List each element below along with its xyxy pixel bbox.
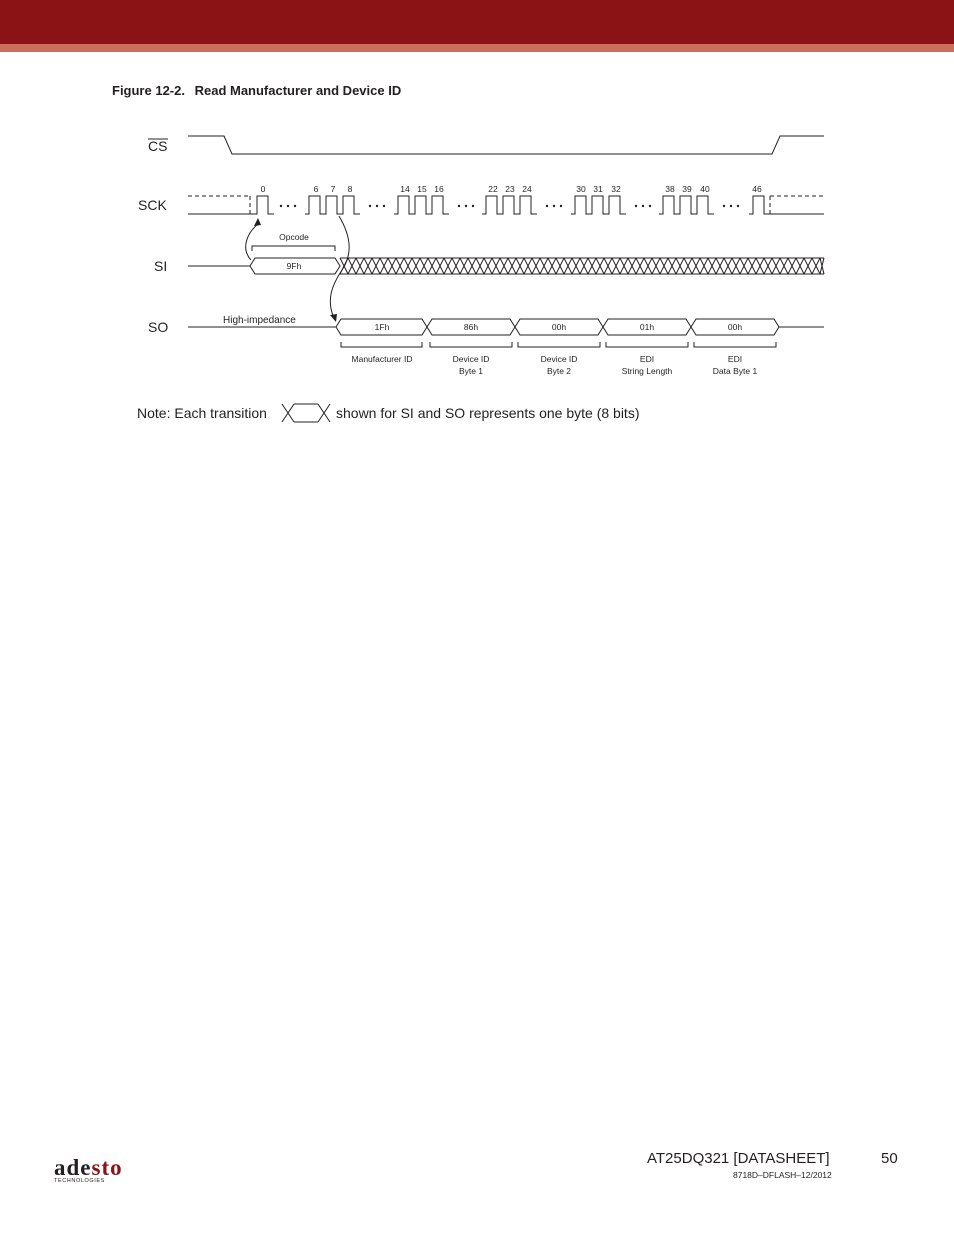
clock-number: 14 (400, 184, 410, 194)
so-byte-3-label: Device ID (540, 354, 578, 364)
clock-ellipsis (280, 205, 739, 207)
clock-number: 0 (260, 184, 266, 194)
clock-number: 39 (682, 184, 692, 194)
so-byte-3-value: 00h (551, 322, 567, 332)
sck-waveform-g5 (659, 196, 714, 214)
logo-wordmark: adesto (54, 1155, 123, 1180)
so-byte-2-sublabel: Byte 1 (458, 366, 484, 376)
sck-waveform-end (749, 196, 770, 214)
note-prefix: Note: Each transition (137, 405, 267, 421)
arrow-si-to-sck (246, 224, 258, 260)
clock-number: 22 (488, 184, 498, 194)
si-dont-care-hatch (340, 258, 824, 274)
footer-revision: 8718D–DFLASH–12/2012 (733, 1170, 832, 1180)
opcode-label: Opcode (279, 232, 309, 242)
clock-number: 32 (611, 184, 621, 194)
sck-waveform-g2 (394, 196, 449, 214)
note-suffix: shown for SI and SO represents one byte (8 bits) (336, 405, 640, 421)
so-byte-5-sublabel: Data Byte 1 (712, 366, 758, 376)
clock-number: 30 (576, 184, 586, 194)
so-byte-4-label: EDI (639, 354, 655, 364)
si-label: SI (154, 258, 168, 274)
so-label: SO (148, 319, 169, 335)
note-transition-symbol (282, 404, 330, 422)
sck-waveform-g4 (571, 196, 626, 214)
clock-number: 31 (593, 184, 603, 194)
so-byte-4-sublabel: String Length (621, 366, 673, 376)
clock-number: 8 (347, 184, 353, 194)
so-byte-3-sublabel: Byte 2 (546, 366, 572, 376)
cs-label: CS (148, 138, 168, 154)
clock-number: 23 (505, 184, 515, 194)
figure-caption: Read Manufacturer and Device ID (194, 83, 402, 98)
clock-number: 24 (522, 184, 532, 194)
adesto-logo (54, 1155, 123, 1184)
figure-number: Figure 12-2. (112, 83, 185, 98)
so-byte-4-value: 01h (639, 322, 655, 332)
opcode-brace (252, 246, 335, 251)
sck-waveform-g1 (305, 196, 360, 214)
sck-waveform-start (250, 196, 274, 214)
timing-diagram (0, 0, 954, 440)
footer-page-number: 50 (881, 1150, 898, 1167)
clock-number: 6 (313, 184, 319, 194)
sck-waveform-g3 (482, 196, 537, 214)
clock-number: 40 (700, 184, 710, 194)
clock-number: 7 (330, 184, 336, 194)
clock-numbers (261, 184, 762, 194)
clock-number: 38 (665, 184, 675, 194)
so-byte-5-value: 00h (727, 322, 743, 332)
clock-number: 46 (752, 184, 762, 194)
so-byte-2-label: Device ID (452, 354, 490, 364)
sck-label: SCK (138, 197, 167, 213)
opcode-value: 9Fh (286, 261, 302, 271)
clock-number: 16 (434, 184, 444, 194)
clock-number: 15 (417, 184, 427, 194)
footer-document-title: AT25DQ321 [DATASHEET] (647, 1150, 830, 1167)
so-byte-1-label: Manufacturer ID (351, 354, 413, 364)
cs-waveform (188, 136, 824, 154)
so-byte-1-value: 1Fh (374, 322, 390, 332)
hiz-label: High-impedance (223, 315, 296, 326)
logo-tagline: TECHNOLOGIES (54, 1178, 105, 1184)
so-byte-5-label: EDI (727, 354, 743, 364)
so-byte-2-value: 86h (463, 322, 479, 332)
